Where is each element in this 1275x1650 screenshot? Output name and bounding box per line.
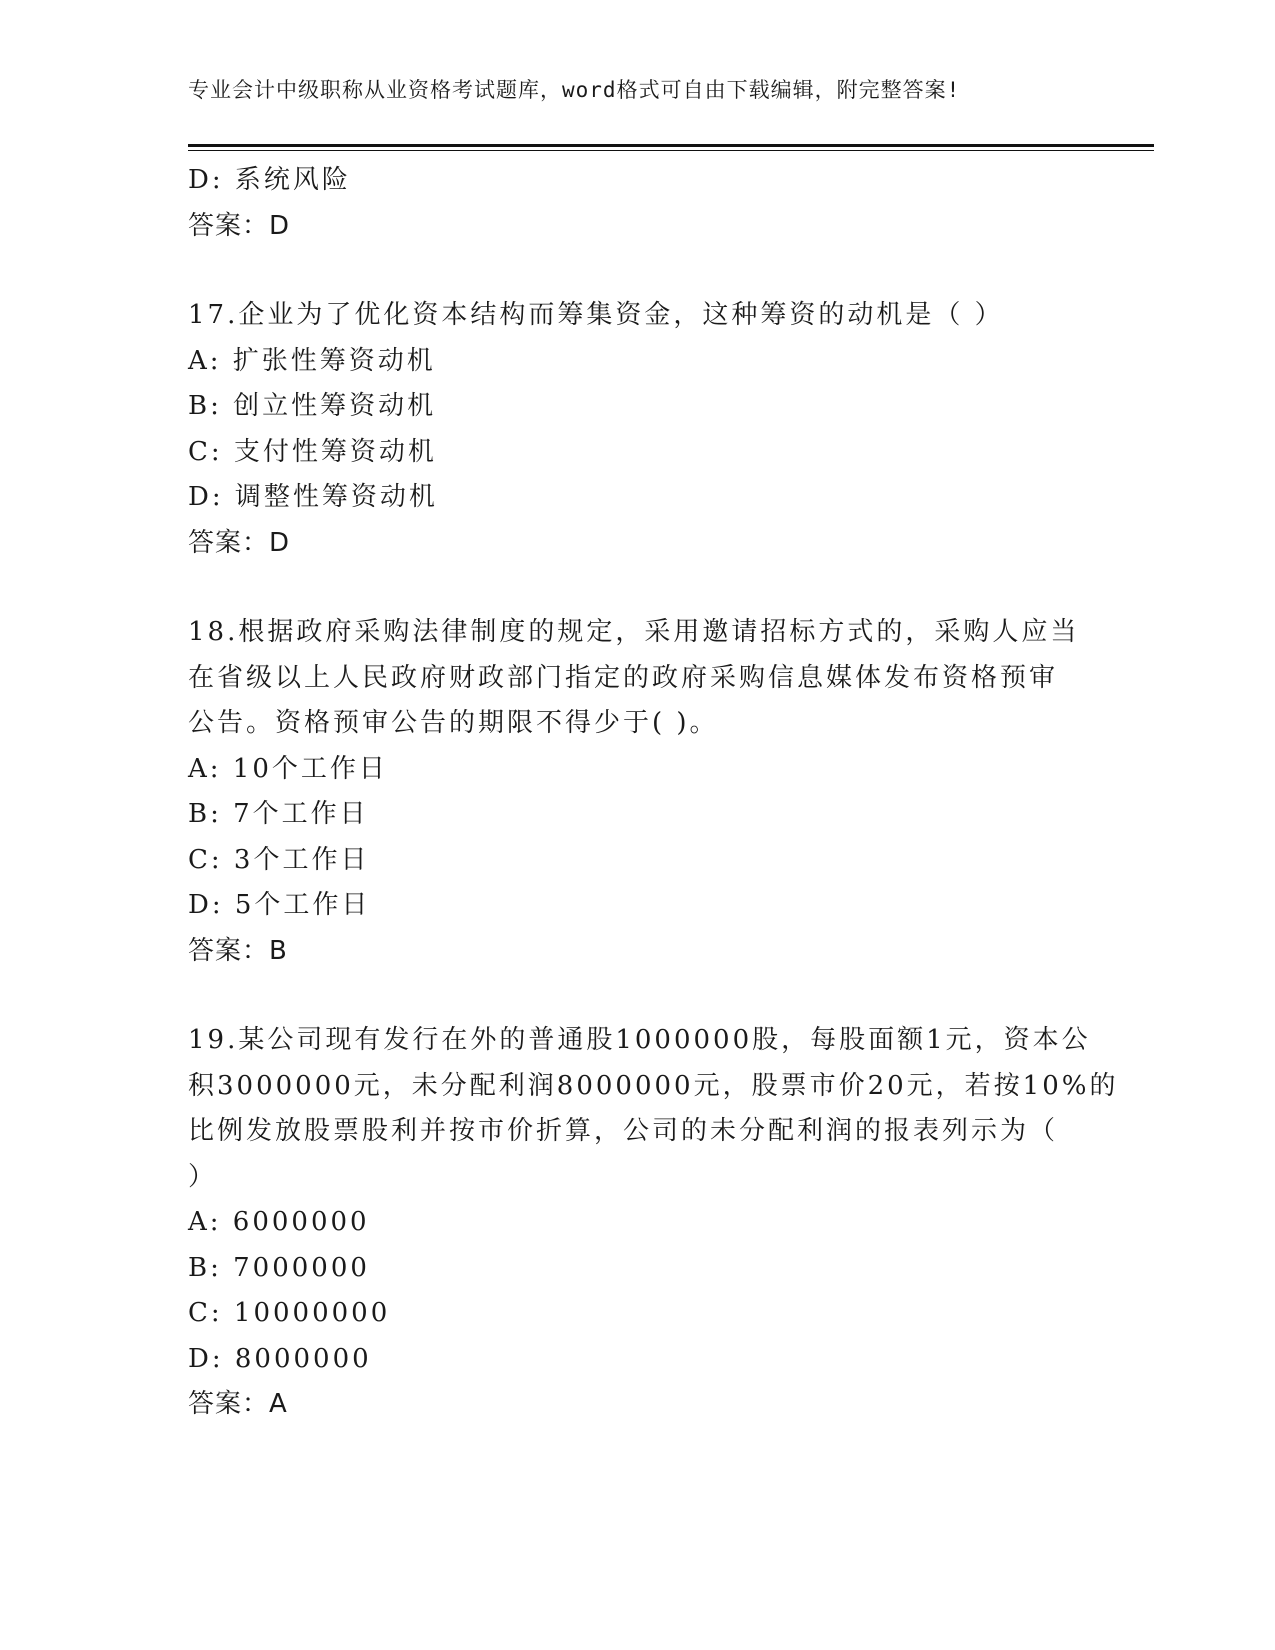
question-19 <box>188 1018 1119 1428</box>
option-d: D: 8000000 <box>188 1343 372 1374</box>
spacer <box>188 974 1088 1018</box>
question-stem-line-1: 18.根据政府采购法律制度的规定，采用邀请招标方式的，采购人应当 <box>188 617 1080 647</box>
question-stem-line-4: ） <box>188 1161 218 1192</box>
question-17 <box>188 293 1088 566</box>
question-stem-line-1: 19.某公司现有发行在外的普通股1000000股，每股面额1元，资本公 <box>188 1025 1091 1055</box>
answer-line: 答案：A <box>188 1389 288 1419</box>
answer-line: 答案：D <box>188 527 291 558</box>
question-stem-line-3: 公告。资格预审公告的期限不得少于( )。 <box>188 708 719 738</box>
header-rule-thick <box>188 144 1154 147</box>
option-b: B: 7个工作日 <box>188 799 369 829</box>
question-stem: 17.企业为了优化资本结构而筹集资金，这种筹资的动机是（ ） <box>188 300 1004 330</box>
spacer <box>188 566 1088 610</box>
header-rule-thin <box>188 150 1154 151</box>
option-b: B: 创立性筹资动机 <box>188 391 437 421</box>
option-c: C: 10000000 <box>188 1298 391 1328</box>
question-18 <box>188 610 1088 974</box>
option-c: C: 支付性筹资动机 <box>188 436 437 467</box>
question-content <box>188 158 1119 1428</box>
option-c: C: 3个工作日 <box>188 844 370 875</box>
page-header-text: 专业会计中级职称从业资格考试题库，word格式可自由下载编辑，附完整答案! <box>188 78 961 102</box>
option-a: A: 扩张性筹资动机 <box>188 345 436 376</box>
question-stem-line-2: 积3000000元，未分配利润8000000元，股票市价20元，若按10%的 <box>188 1070 1119 1101</box>
prev-question-block <box>188 158 1088 249</box>
question-stem-line-2: 在省级以上人民政府财政部门指定的政府采购信息媒体发布资格预审 <box>188 662 1059 693</box>
question-stem-line-3: 比例发放股票股利并按市价折算，公司的未分配利润的报表列示为（ <box>188 1116 1059 1146</box>
option-d: D: 系统风险 <box>188 165 351 195</box>
answer-line: 答案：B <box>188 935 288 966</box>
option-a: A: 6000000 <box>188 1207 370 1237</box>
option-b: B: 7000000 <box>188 1252 370 1283</box>
answer-line: 答案：D <box>188 210 291 241</box>
option-d: D: 5个工作日 <box>188 890 371 920</box>
spacer <box>188 249 1088 293</box>
option-a: A: 10个工作日 <box>188 753 388 784</box>
option-d: D: 调整性筹资动机 <box>188 482 438 512</box>
